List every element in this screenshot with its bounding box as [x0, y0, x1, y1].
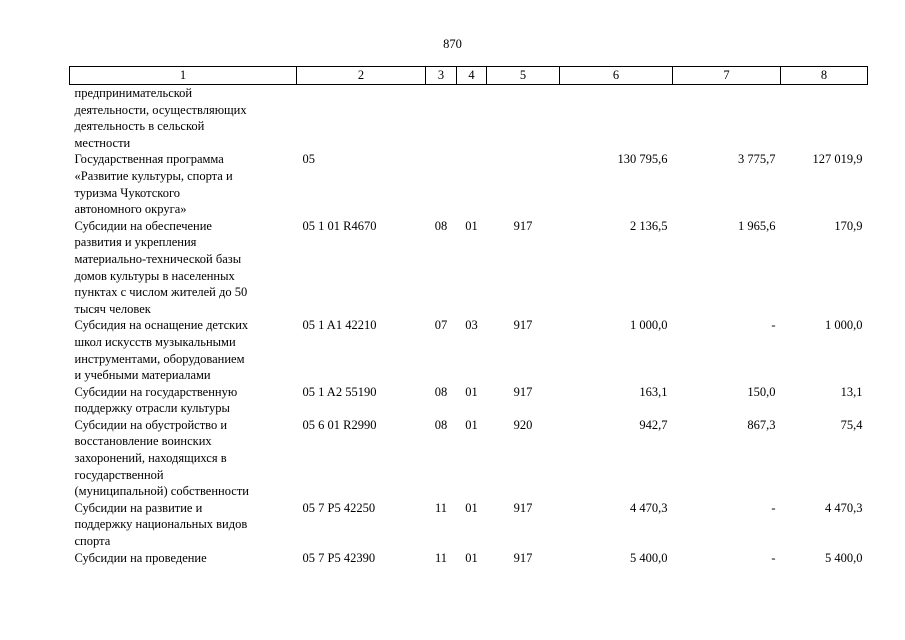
row-subsection-cell: 03	[465, 318, 478, 333]
row-total-cell: 2 136,5	[630, 218, 668, 233]
row-section-cell: 07	[434, 318, 448, 333]
table-row	[70, 417, 868, 500]
row-total-cell: 1 000,0	[630, 318, 668, 333]
row-section-cell	[426, 85, 457, 152]
row-ministry-cell	[487, 85, 560, 152]
row-code-cell: 05 1 A1 42210	[302, 318, 377, 333]
row-code-cell: 05 7 P5 42250	[302, 500, 376, 515]
row-ministry-cell: 917	[513, 384, 533, 399]
row-ministry-cell: 917	[513, 318, 533, 333]
row-total-cell: 5 400,0	[630, 550, 668, 565]
column-header: 4	[457, 67, 487, 85]
row-regional-cell: 13,1	[840, 384, 863, 399]
row-name-cell: Субсидии на обеспечение развития и укрепления материально-технической базы домов культуры в населенных пунктах с числом жителей до 50 тысяч человек	[74, 218, 248, 316]
column-header: 7	[673, 67, 781, 85]
row-federal-cell: 150,0	[747, 384, 776, 399]
row-code-cell: 05 6 01 R2990	[302, 417, 377, 432]
row-section-cell: 08	[434, 417, 448, 432]
row-federal-cell: 1 965,6	[738, 218, 776, 233]
row-total-cell: 130 795,6	[617, 152, 668, 167]
row-total-cell: 163,1	[639, 384, 668, 399]
row-code-cell	[297, 85, 426, 152]
row-ministry-cell: 920	[513, 417, 533, 432]
table-row	[70, 85, 868, 152]
row-section-cell: 11	[434, 550, 448, 565]
row-regional-cell	[781, 85, 868, 152]
budget-table	[69, 66, 868, 566]
column-header: 8	[781, 67, 868, 85]
column-header: 6	[560, 67, 673, 85]
table-row	[70, 218, 868, 318]
table-row	[70, 317, 868, 383]
row-subsection-cell	[457, 85, 487, 152]
table-row	[70, 151, 868, 217]
table-row	[70, 550, 868, 567]
row-section-cell	[426, 151, 457, 217]
row-code-cell: 05 1 A2 55190	[302, 384, 377, 399]
row-section-cell: 08	[434, 218, 448, 233]
column-header: 1	[70, 67, 297, 85]
row-subsection-cell	[457, 151, 487, 217]
row-federal-cell: -	[771, 500, 776, 515]
page-number: 870	[443, 37, 462, 51]
row-ministry-cell: 917	[513, 550, 533, 565]
table-row	[70, 384, 868, 417]
row-federal-cell: 867,3	[747, 417, 776, 432]
row-subsection-cell: 01	[465, 417, 478, 432]
table-row	[70, 500, 868, 550]
row-subsection-cell: 01	[465, 218, 478, 233]
row-federal-cell: -	[771, 318, 776, 333]
row-regional-cell: 4 470,3	[825, 500, 863, 515]
row-name-cell: Субсидии на проведение	[74, 550, 207, 565]
row-name-cell: Государственная программа «Развитие культуры, спорта и туризма Чукотского автономного округа»	[74, 152, 233, 217]
row-subsection-cell: 01	[465, 384, 478, 399]
row-name-cell: Субсидия на оснащение детских школ искусств музыкальными инструментами, оборудованием и учебными материалами	[74, 318, 249, 383]
row-total-cell: 942,7	[639, 417, 668, 432]
row-code-cell: 05	[302, 152, 315, 167]
row-total-cell	[560, 85, 673, 152]
row-name-cell: Субсидии на развитие и поддержку национальных видов спорта	[74, 500, 248, 549]
row-regional-cell: 1 000,0	[825, 318, 863, 333]
row-federal-cell: -	[771, 550, 776, 565]
row-regional-cell: 170,9	[834, 218, 863, 233]
row-ministry-cell: 917	[513, 218, 533, 233]
table-header-row	[70, 67, 868, 85]
row-regional-cell: 5 400,0	[825, 550, 863, 565]
row-ministry-cell: 917	[513, 500, 533, 515]
column-header: 3	[426, 67, 457, 85]
row-name-cell: предпринимательской деятельности, осуществляющих деятельность в сельской местности	[74, 86, 247, 150]
column-header: 2	[297, 67, 426, 85]
row-regional-cell: 127 019,9	[812, 152, 863, 167]
row-section-cell: 08	[434, 384, 448, 399]
row-federal-cell	[673, 85, 781, 152]
row-name-cell: Субсидии на государственную поддержку отрасли культуры	[74, 384, 238, 416]
row-ministry-cell	[487, 151, 560, 217]
row-code-cell: 05 7 P5 42390	[302, 550, 376, 565]
row-code-cell: 05 1 01 R4670	[302, 218, 377, 233]
row-subsection-cell: 01	[465, 500, 478, 515]
row-total-cell: 4 470,3	[630, 500, 668, 515]
row-subsection-cell: 01	[465, 550, 478, 565]
column-header: 5	[487, 67, 560, 85]
row-name-cell: Субсидии на обустройство и восстановление воинских захоронений, находящихся в государственной (муниципальной) собственности	[74, 417, 249, 499]
row-federal-cell: 3 775,7	[738, 152, 776, 167]
row-section-cell: 11	[434, 500, 448, 515]
row-regional-cell: 75,4	[840, 417, 863, 432]
